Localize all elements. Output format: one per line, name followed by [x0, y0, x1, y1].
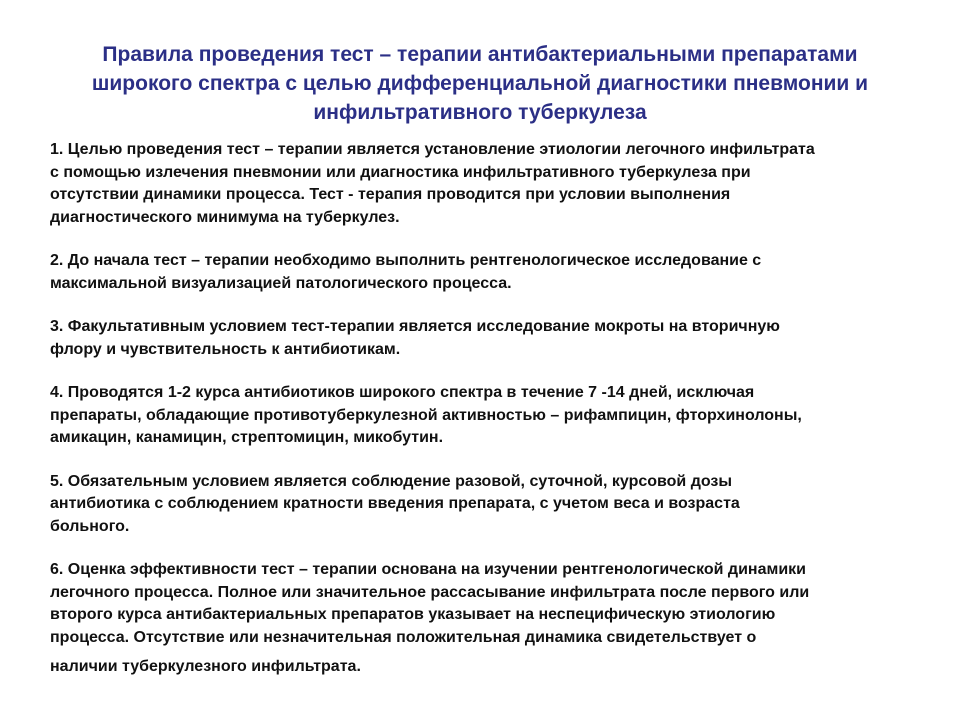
rule-text-line: препараты, обладающие противотуберкулезной активностью – рифампицин, фторхинолоны,	[50, 406, 802, 424]
rule-item-2	[50, 250, 925, 295]
rules-list	[50, 139, 925, 700]
rule-text-line: легочного процесса. Полное или значительное рассасывание инфильтрата после первого или	[50, 583, 810, 601]
rule-text-line: с помощью излечения пневмонии или диагностика инфильтративного туберкулеза при	[50, 163, 751, 181]
rule-text-line: 2. До начала тест – терапии необходимо выполнить рентгенологическое исследование с	[50, 252, 762, 269]
rule-item-4	[50, 382, 925, 450]
rule-text-line: 6. Оценка эффективности тест – терапии основана на изучении рентгенологической динамики	[50, 561, 806, 578]
title-line: широкого спектра с целью дифференциальной диагностики пневмонии и	[91, 72, 869, 95]
rule-text-line: антибиотика с соблюдением кратности введения препарата, с учетом веса и возраста	[50, 495, 740, 512]
rule-text-line: флору и чувствительность к антибиотикам.	[50, 340, 401, 358]
rule-text-line: диагностического минимума на туберкулез.	[50, 208, 400, 226]
rule-item-5	[50, 471, 925, 539]
slide-title	[40, 40, 920, 127]
rule-text-line: второго курса антибактериальных препаратов указывает на неспецифическую этиологию	[50, 606, 776, 623]
rule-item-6	[50, 559, 925, 679]
rule-item-1	[50, 139, 925, 229]
rule-item-3	[50, 316, 925, 361]
title-line: инфильтративного туберкулеза	[313, 101, 647, 124]
rule-text-line: 5. Обязательным условием является соблюдение разовой, суточной, курсовой дозы	[50, 472, 733, 490]
rule-text-line: отсутствии динамики процесса. Тест - терапия проводится при условии выполнения	[50, 186, 731, 203]
rule-text-line: 1. Целью проведения тест – терапии является установление этиологии легочного инфильтрата	[50, 141, 815, 158]
rule-text-line: больного.	[50, 517, 130, 535]
rule-text-line: 4. Проводятся 1-2 курса антибиотиков широкого спектра в течение 7 -14 дней, исключая	[50, 384, 755, 401]
rule-text-line: наличии туберкулезного инфильтрата.	[50, 658, 361, 675]
rule-text-line: амикацин, канамицин, стрептомицин, микобутин.	[50, 429, 444, 446]
rule-text-line: процесса. Отсутствие или незначительная положительная динамика свидетельствует о	[50, 628, 757, 646]
title-line: Правила проведения тест – терапии антибактериальными препаратами	[102, 43, 858, 66]
rule-text-line: 3. Факультативным условием тест-терапии является исследование мокроты на вторичную	[50, 318, 780, 335]
rule-text-line: максимальной визуализацией патологического процесса.	[50, 274, 512, 292]
